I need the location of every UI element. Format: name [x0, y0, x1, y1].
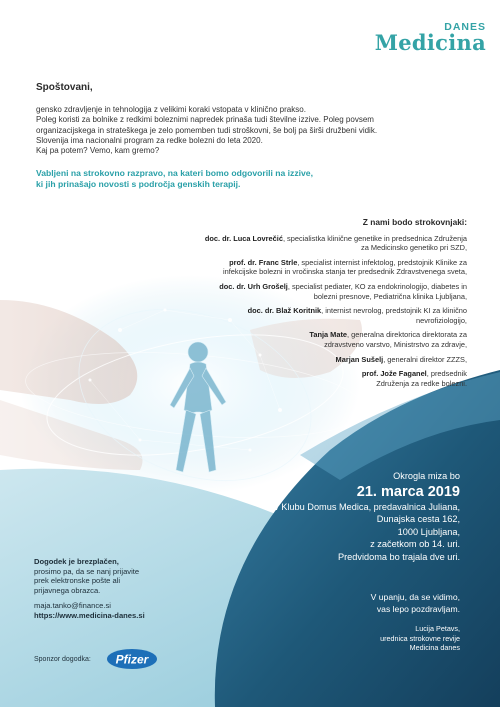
- event-duration: Predvidoma bo trajala dve uri.: [337, 551, 460, 562]
- signature-journal: Medicina danes: [409, 643, 460, 653]
- expert-role: , specialist internist infektolog, predstojnik Klinike za: [297, 257, 467, 267]
- expert-role-cont: zdravstveno varstvo, Ministrstvo za zdravje,: [324, 339, 467, 349]
- expert-role-cont: za Medicinsko genetiko pri SZD,: [361, 243, 467, 253]
- intro-paragraph: [36, 105, 456, 156]
- experts-heading: Z nami bodo strokovnjaki:: [362, 217, 467, 227]
- logo-medicina-text: Medicina: [374, 30, 486, 55]
- pfizer-logo: [106, 648, 158, 670]
- intro-line: Kaj pa potem? Vemo, kam gremo?: [36, 146, 160, 156]
- medicina-danes-logo: [375, 22, 486, 54]
- intro-line: organizacijskega in strateškega je zelo pomemben tudi stroškovni, še bolj pa širši družbeni vidik.: [36, 125, 378, 135]
- expert-name: doc. dr. Luca Lovrečić: [204, 233, 283, 243]
- expert-entry: [127, 330, 467, 349]
- experts-list: [127, 218, 467, 393]
- expert-role-cont: Združenja za redke bolezni.: [376, 378, 467, 388]
- event-time: z začetkom ob 14. uri.: [370, 539, 460, 550]
- event-details: [200, 470, 460, 564]
- intro-line: gensko zdravljenje in tehnologija z velikimi koraki vstopata v klinično prakso.: [36, 105, 306, 114]
- expert-name: prof. dr. Franc Strle: [229, 257, 298, 267]
- signature: [200, 624, 460, 653]
- expert-role: , generalni direktor ZZZS,: [383, 354, 467, 364]
- expert-entry: [127, 282, 467, 301]
- callout-line: Vabljeni na strokovno razpravo, na kateri bomo odgovorili na izzive,: [36, 168, 313, 178]
- expert-name: prof. Jože Faganel: [361, 369, 427, 379]
- sponsor-label: Sponzor dogodka:: [34, 656, 91, 663]
- event-date: 21. marca 2019: [356, 483, 460, 500]
- expert-entry: [127, 369, 467, 388]
- pfizer-logo-text: Pfizer: [115, 652, 149, 667]
- expert-entry: [127, 234, 467, 253]
- closing-line: V upanju, da se vidimo,: [370, 592, 460, 602]
- event-street: Dunajska cesta 162,: [376, 514, 460, 525]
- signature-name: Lucija Petavs,: [415, 624, 460, 633]
- signature-title: urednica strokovne revije: [380, 633, 460, 643]
- expert-entry: [127, 258, 467, 277]
- callout-line: ki jih prinašajo novosti s področja genskih terapij.: [36, 179, 241, 189]
- expert-role: , specialistka klinične genetike in predsednica Združenja: [282, 233, 467, 243]
- registration-email[interactable]: maja.tanko@finance.si: [34, 601, 111, 611]
- expert-name: doc. dr. Urh Grošelj: [219, 281, 288, 291]
- registration-free: Dogodek je brezplačen,: [34, 557, 119, 566]
- expert-role: , generalna direktorica direktorata za: [347, 330, 467, 340]
- registration-info: [34, 557, 214, 621]
- registration-url[interactable]: https://www.medicina-danes.si: [34, 610, 145, 620]
- intro-line: Poleg koristi za bolnike z redkimi boleznimi napredek prinaša tudi številne izzive. Poleg povsem: [36, 115, 374, 125]
- expert-name: Marjan Sušelj: [335, 354, 384, 364]
- expert-role: , specialist pediater, KO za endokrinologijo, diabetes in: [287, 281, 467, 291]
- expert-role: , internist nevrolog, predstojnik KI za klinično: [321, 306, 467, 316]
- expert-name: doc. dr. Blaž Koritnik: [247, 306, 322, 316]
- greeting: Spoštovani,: [36, 82, 93, 93]
- expert-entry: [127, 355, 467, 365]
- registration-line: prijavnega obrazca.: [34, 585, 101, 595]
- expert-role-cont: nevrofiziologijo,: [416, 315, 467, 325]
- expert-entry: [127, 306, 467, 325]
- expert-name: Tanja Mate: [309, 330, 348, 340]
- expert-role: , predsednik: [426, 369, 467, 379]
- invitation-callout: [36, 168, 466, 190]
- event-intro: Okrogla miza bo: [393, 471, 460, 481]
- closing-line: vas lepo pozdravljam.: [376, 603, 460, 614]
- registration-line: prosimo pa, da se nanj prijavite: [34, 566, 140, 576]
- logo-danes-text: DANES: [444, 21, 486, 33]
- registration-line: prek elektronske pošte ali: [34, 576, 121, 586]
- closing-text: [200, 592, 460, 615]
- expert-role-cont: infekcijske bolezni in vročinska stanja ter predsednik Zdravstvenega sveta,: [222, 267, 467, 277]
- event-city: 1000 Ljubljana,: [397, 526, 460, 537]
- event-venue: v Klubu Domus Medica, predavalnica Juliana,: [274, 501, 460, 512]
- expert-role-cont: bolezni presnove, Pediatrična klinika Ljubljana,: [313, 291, 467, 301]
- intro-line: Slovenija ima nacionalni program za redke bolezni do leta 2020.: [36, 135, 263, 145]
